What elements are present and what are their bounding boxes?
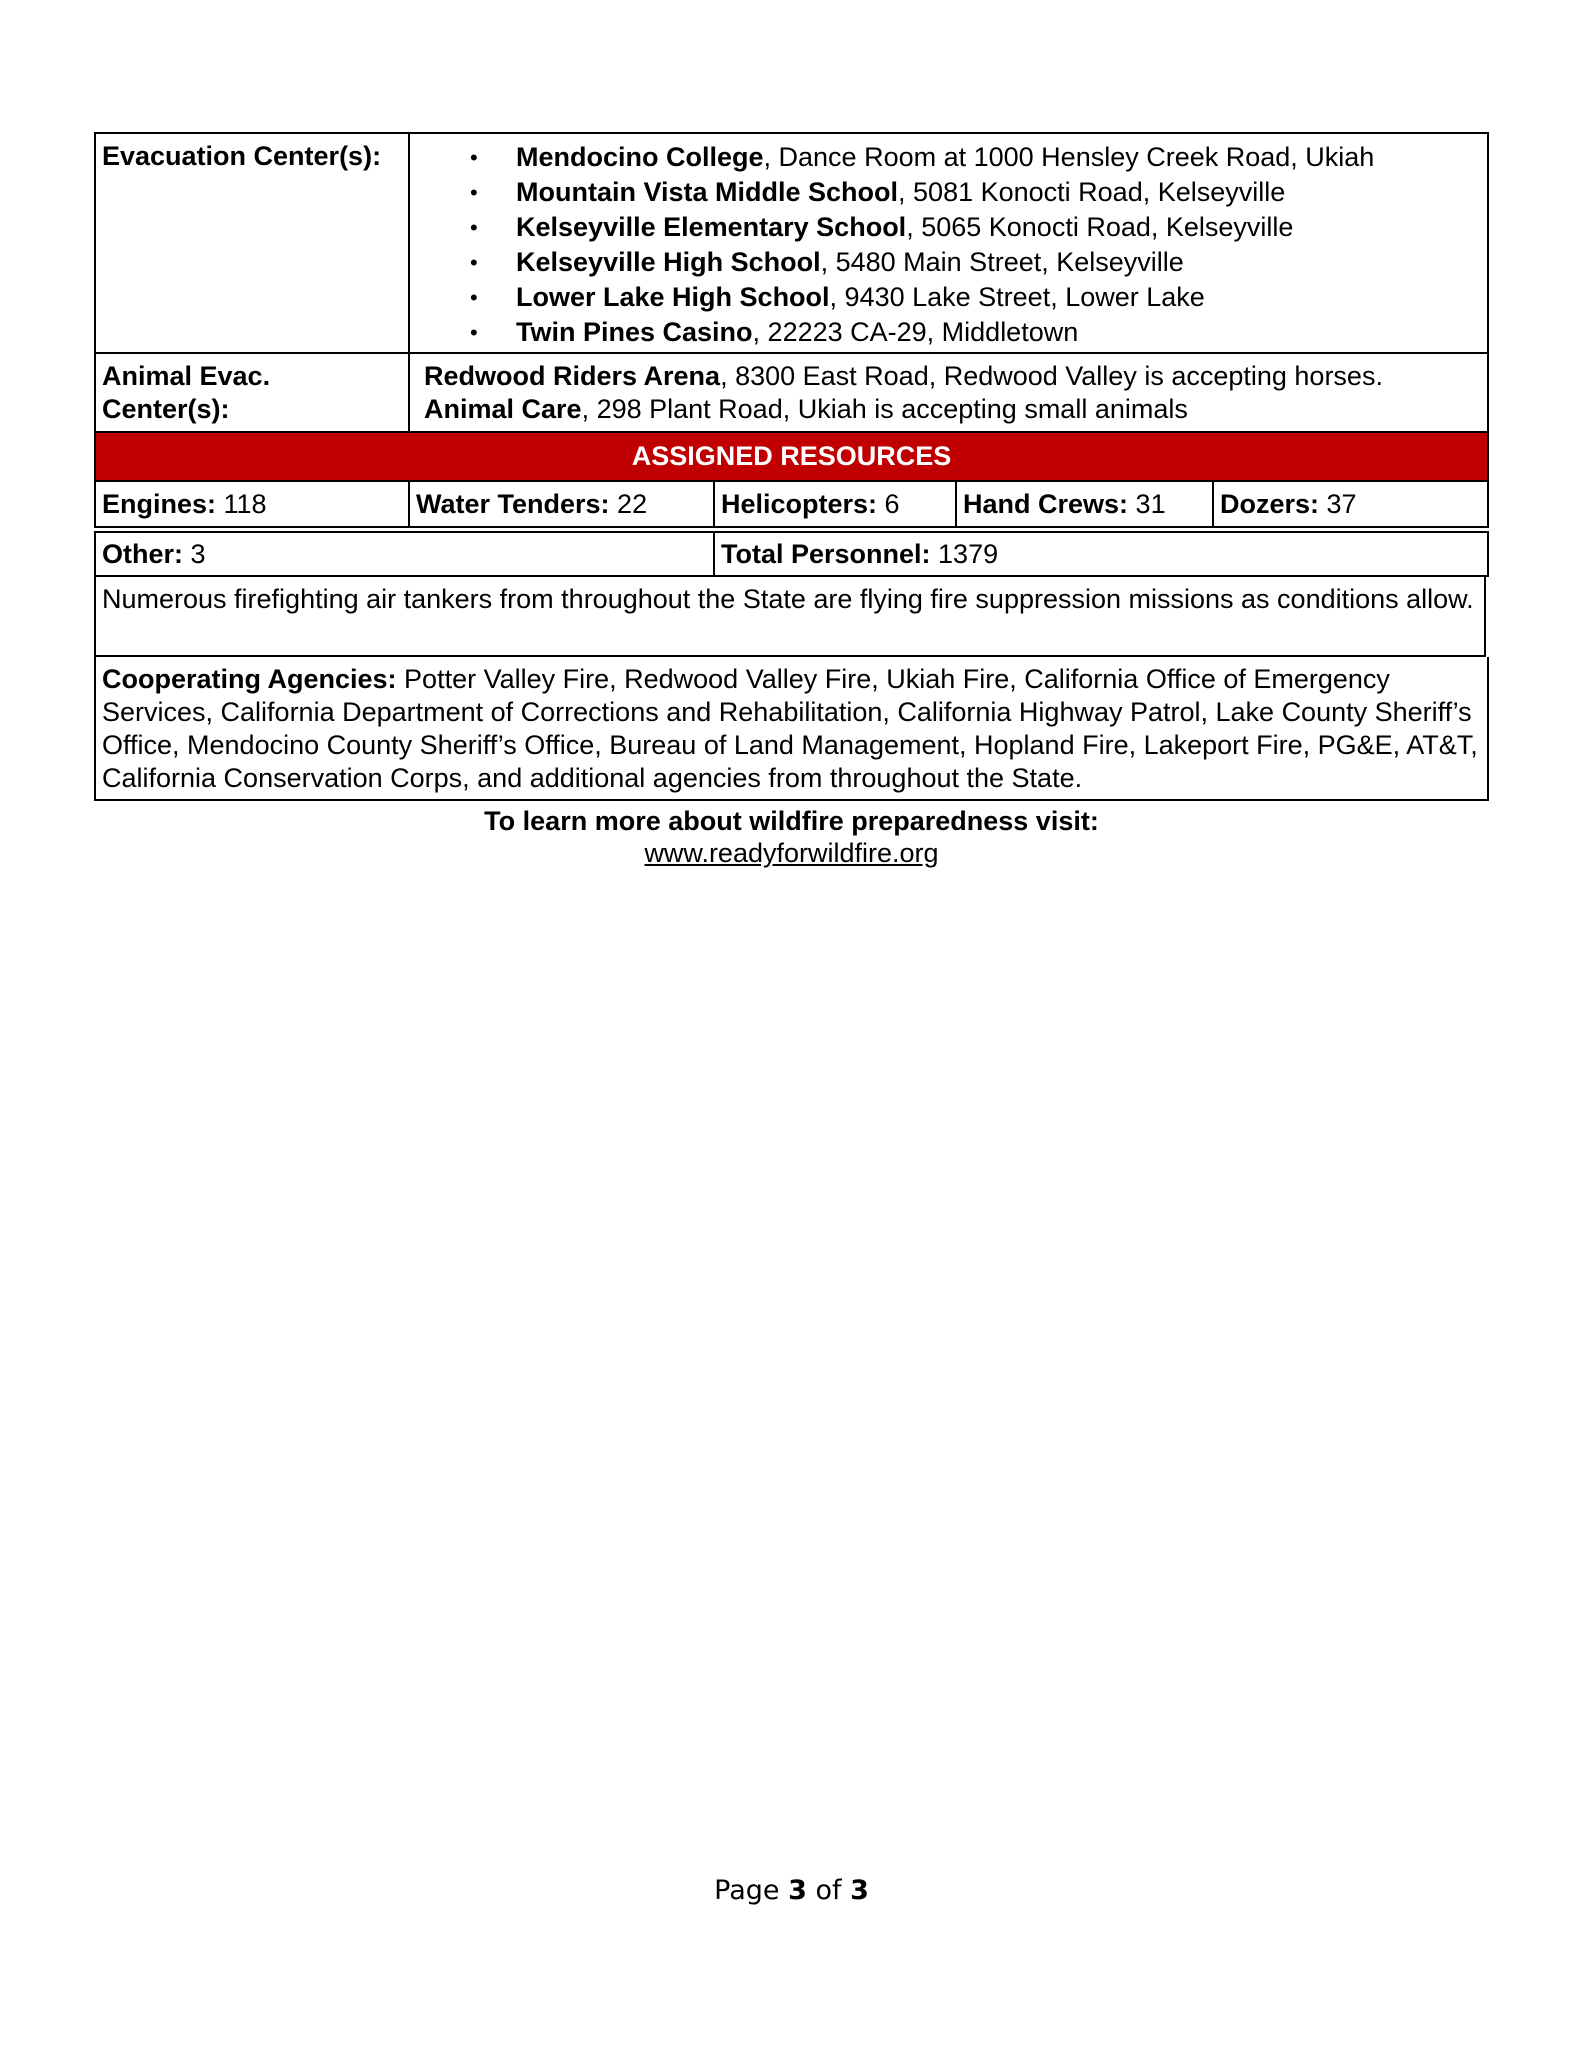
other-value: 3: [183, 539, 206, 569]
evacuation-label: Evacuation Center(s):: [96, 134, 410, 352]
total-personnel-cell: [715, 533, 1487, 575]
bullet-icon: •: [470, 180, 478, 205]
cooperating-agencies-label: Cooperating Agencies:: [102, 664, 397, 694]
evacuation-item: [410, 280, 1487, 315]
evacuation-item-detail: , 5081 Konocti Road, Kelseyville: [898, 177, 1286, 207]
assigned-resources-header: ASSIGNED RESOURCES: [94, 433, 1489, 480]
water-tenders-value: 22: [609, 489, 648, 519]
bullet-icon: •: [470, 145, 478, 170]
other-cell: [96, 533, 715, 575]
evacuation-item-detail: , 5065 Konocti Road, Kelseyville: [906, 212, 1294, 242]
evacuation-item-detail: , 22223 CA-29, Middletown: [752, 317, 1079, 347]
evacuation-item-name: Kelseyville Elementary School: [516, 212, 907, 242]
evacuation-item-name: Mendocino College: [516, 142, 764, 172]
dozers-value: 37: [1319, 489, 1357, 519]
water-tenders-cell: [410, 482, 715, 526]
cooperating-agencies-text: Potter Valley Fire, Redwood Valley Fire, Ukiah Fire, California Office of Emergency Services, California Department of Corrections and Rehabilitation, California Highway Patrol, Lake County Sheriff’s Office, Mendocino County Sheriff’s Office, Bureau of Land Management, Hopland Fire, Lakeport Fire, PG&E, AT&T, California Conservation Corps, and additional agencies from throughout the State.: [102, 664, 1478, 793]
helicopters-value: 6: [877, 489, 900, 519]
animal-evac-list: [410, 354, 1487, 431]
document-page: [94, 132, 1489, 868]
evacuation-list: [410, 134, 1487, 352]
bullet-icon: •: [470, 215, 478, 240]
evacuation-item-name: Lower Lake High School: [516, 282, 830, 312]
animal-evac-item-detail: , 8300 East Road, Redwood Valley is accepting horses.: [720, 361, 1383, 391]
other-label: Other:: [102, 539, 183, 569]
water-tenders-label: Water Tenders:: [416, 489, 610, 519]
bullet-icon: •: [470, 320, 478, 345]
evacuation-row: [94, 132, 1489, 354]
evacuation-item-name: Twin Pines Casino: [516, 317, 753, 347]
bullet-icon: •: [470, 285, 478, 310]
resources-row: [94, 480, 1489, 528]
total-personnel-value: 1379: [930, 539, 999, 569]
animal-evac-item-name: Redwood Riders Arena: [424, 361, 721, 391]
engines-value: 118: [216, 489, 267, 519]
air-tanker-note: Numerous firefighting air tankers from throughout the State are flying fire suppression missions as conditions allow.: [94, 577, 1486, 657]
learn-more-text: To learn more about wildfire preparedness visit:: [484, 806, 1099, 836]
dozers-cell: [1214, 482, 1487, 526]
evacuation-item: [410, 245, 1487, 280]
evacuation-item-detail: , 9430 Lake Street, Lower Lake: [829, 282, 1205, 312]
animal-evac-label: Animal Evac. Center(s):: [96, 354, 410, 431]
bullet-icon: •: [470, 250, 478, 275]
cooperating-agencies: [94, 657, 1489, 801]
evacuation-item-name: Kelseyville High School: [516, 247, 821, 277]
animal-evac-item: [424, 393, 1473, 426]
page-middle: of: [806, 1875, 851, 1906]
total-personnel-label: Total Personnel:: [721, 539, 931, 569]
animal-evac-row: [94, 354, 1489, 433]
hand-crews-label: Hand Crews:: [963, 489, 1129, 519]
evacuation-item: [410, 315, 1487, 350]
page-total: 3: [850, 1875, 869, 1906]
page-prefix: Page: [714, 1875, 789, 1906]
hand-crews-value: 31: [1128, 489, 1166, 519]
evacuation-item: [410, 140, 1487, 175]
animal-evac-item-detail: , 298 Plant Road, Ukiah is accepting small animals: [581, 394, 1188, 424]
hand-crews-cell: [957, 482, 1214, 526]
page-number: [0, 1875, 1583, 1906]
evacuation-item-name: Mountain Vista Middle School: [516, 177, 899, 207]
animal-evac-item-name: Animal Care: [424, 394, 582, 424]
evacuation-item: [410, 210, 1487, 245]
page-current: 3: [788, 1875, 807, 1906]
dozers-label: Dozers:: [1220, 489, 1320, 519]
engines-cell: [96, 482, 410, 526]
evacuation-item-detail: , 5480 Main Street, Kelseyville: [820, 247, 1184, 277]
helicopters-cell: [715, 482, 957, 526]
evacuation-item-detail: , Dance Room at 1000 Hensley Creek Road, Ukiah: [763, 142, 1375, 172]
evacuation-item: [410, 175, 1487, 210]
helicopters-label: Helicopters:: [721, 489, 878, 519]
animal-evac-item: [424, 360, 1473, 393]
totals-row: [94, 531, 1489, 577]
ready-for-wildfire-link[interactable]: www.readyforwildfire.org: [644, 838, 939, 868]
engines-label: Engines:: [102, 489, 217, 519]
